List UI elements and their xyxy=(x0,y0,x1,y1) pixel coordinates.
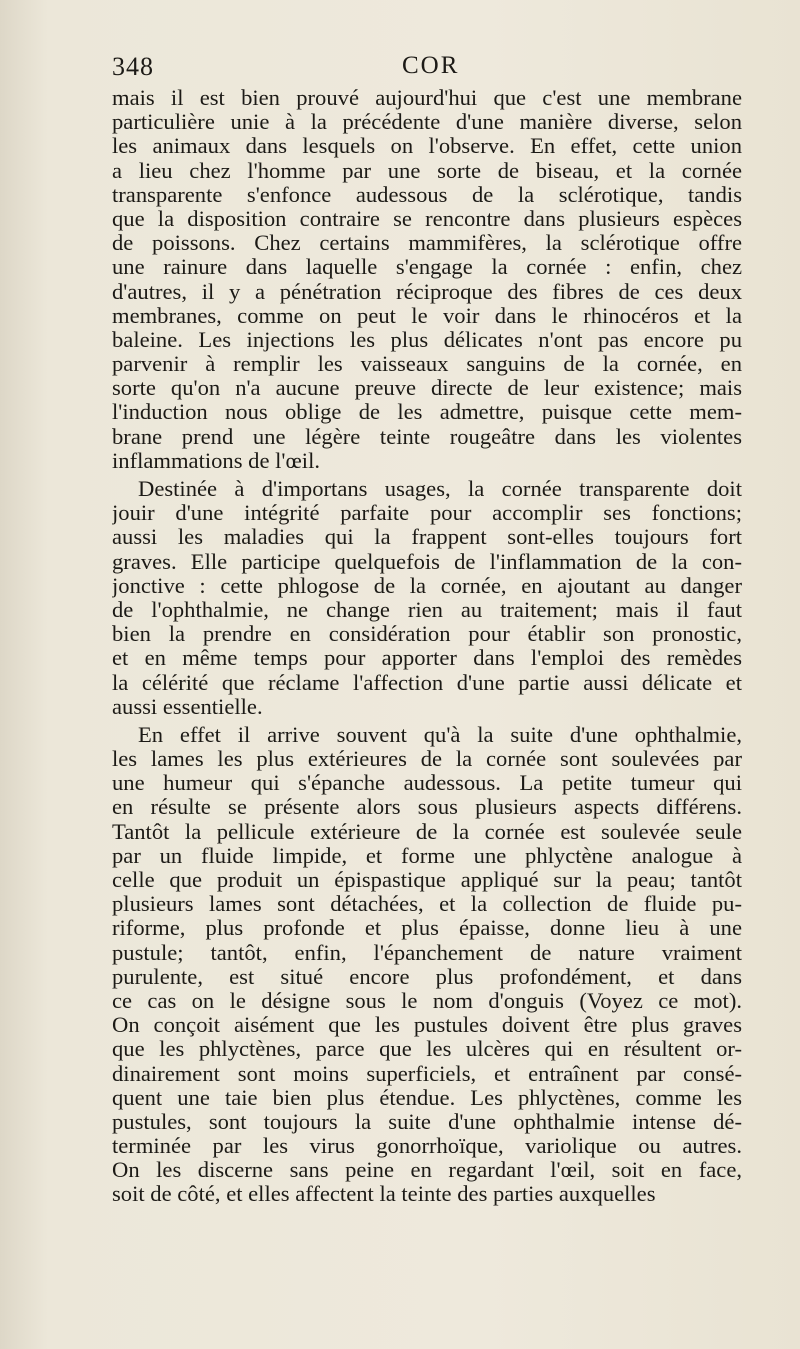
text-line: Destinée à d'importans usages, la cornée transparente doit xyxy=(138,477,742,501)
text-line: inflammations de l'œil. xyxy=(112,448,321,473)
text-line: En effet il arrive souvent qu'à la suite d'une ophthalmie, xyxy=(138,722,742,747)
text-line: transparente s'enfonce audessous de la sclérotique, tandis xyxy=(112,182,742,207)
paragraph xyxy=(112,86,742,473)
text-line: que les phlyctènes, parce que les ulcères qui en résultent or- xyxy=(112,1037,742,1062)
text-line: graves. Elle participe quelquefois de l'inflammation de la con- xyxy=(112,549,742,574)
text-line: les animaux dans lesquels on l'observe. En effet, cette union xyxy=(112,134,742,159)
text-line: jonctive : cette phlogose de la cornée, en ajoutant au danger xyxy=(112,573,742,598)
text-line: mais il est bien prouvé aujourd'hui que c'est une membrane xyxy=(112,86,742,110)
text-line: baleine. Les injections les plus délicates n'ont pas encore pu xyxy=(112,327,742,352)
paragraph xyxy=(112,723,742,1207)
text-line: soit de côté, et elles affectent la teinte des parties auxquelles xyxy=(112,1182,656,1207)
text-line: et en même temps pour apporter dans l'emploi des remèdes xyxy=(112,646,742,671)
text-line: les lames les plus extérieures de la cornée sont soulevées par xyxy=(112,747,742,772)
text-line: de poissons. Chez certains mammifères, la sclérotique offre xyxy=(112,231,742,256)
text-line: que la disposition contraire se rencontre dans plusieurs espèces xyxy=(112,206,742,231)
text-line: dinairement sont moins superficiels, et entraînent par consé- xyxy=(112,1061,742,1086)
text-line: riforme, plus profonde et plus épaisse, donne lieu à une xyxy=(112,916,742,941)
text-line: jouir d'une intégrité parfaite pour accomplir ses fonctions; xyxy=(112,501,742,526)
text-line: On les discerne sans peine en regardant l'œil, soit en face, xyxy=(112,1158,742,1183)
text-line: plusieurs lames sont détachées, et la collection de fluide pu- xyxy=(112,892,742,917)
text-line: aussi essentielle. xyxy=(112,694,263,719)
text-line: On conçoit aisément que les pustules doivent être plus graves xyxy=(112,1013,742,1038)
body-text xyxy=(112,86,742,1207)
text-line: particulière unie à la précédente d'une manière diverse, selon xyxy=(112,110,742,135)
running-head: COR xyxy=(402,52,460,79)
text-line: de l'ophthalmie, ne change rien au traitement; mais il faut xyxy=(112,597,742,622)
text-line: bien la prendre en considération pour établir son pronostic, xyxy=(112,622,742,647)
text-line: aussi les maladies qui la frappent sont-elles toujours fort xyxy=(112,525,742,550)
text-line: quent une taie bien plus étendue. Les phlyctènes, comme les xyxy=(112,1085,742,1110)
text-line: membranes, comme on peut le voir dans le rhinocéros et la xyxy=(112,303,742,328)
text-line: brane prend une légère teinte rougeâtre dans les violentes xyxy=(112,424,742,449)
text-line: pustules, sont toujours la suite d'une ophthalmie intense dé- xyxy=(112,1109,742,1134)
text-line: une humeur qui s'épanche audessous. La petite tumeur qui xyxy=(112,771,742,796)
text-line: une rainure dans laquelle s'engage la cornée : enfin, chez xyxy=(112,255,742,280)
text-line: par un fluide limpide, et forme une phlyctène analogue à xyxy=(112,843,742,868)
text-line: pustule; tantôt, enfin, l'épanchement de nature vraiment xyxy=(112,940,742,965)
paragraph xyxy=(112,477,742,719)
text-line: purulente, est situé encore plus profondément, et dans xyxy=(112,964,742,989)
text-line: ce cas on le désigne sous le nom d'onguis (Voyez ce mot). xyxy=(112,988,742,1013)
text-line: sorte qu'on n'a aucune preuve directe de leur existence; mais xyxy=(112,376,742,401)
text-line: d'autres, il y a pénétration réciproque des fibres de ces deux xyxy=(112,279,742,304)
page-number: 348 xyxy=(112,52,154,81)
text-line: a lieu chez l'homme par une sorte de biseau, et la cornée xyxy=(112,158,742,183)
text-line: parvenir à remplir les vaisseaux sanguins de la cornée, en xyxy=(112,352,742,377)
text-line: la célérité que réclame l'affection d'une partie aussi délicate et xyxy=(112,670,742,695)
text-line: l'induction nous oblige de les admettre, puisque cette mem- xyxy=(112,400,742,425)
text-line: en résulte se présente alors sous plusieurs aspects différens. xyxy=(112,795,742,820)
text-line: celle que produit un épispastique appliqué sur la peau; tantôt xyxy=(112,868,742,892)
page-header xyxy=(112,52,742,88)
text-line: Tantôt la pellicule extérieure de la cornée est soulevée seule xyxy=(112,819,742,844)
text-line: terminée par les virus gonorrhoïque, variolique ou autres. xyxy=(112,1134,742,1159)
